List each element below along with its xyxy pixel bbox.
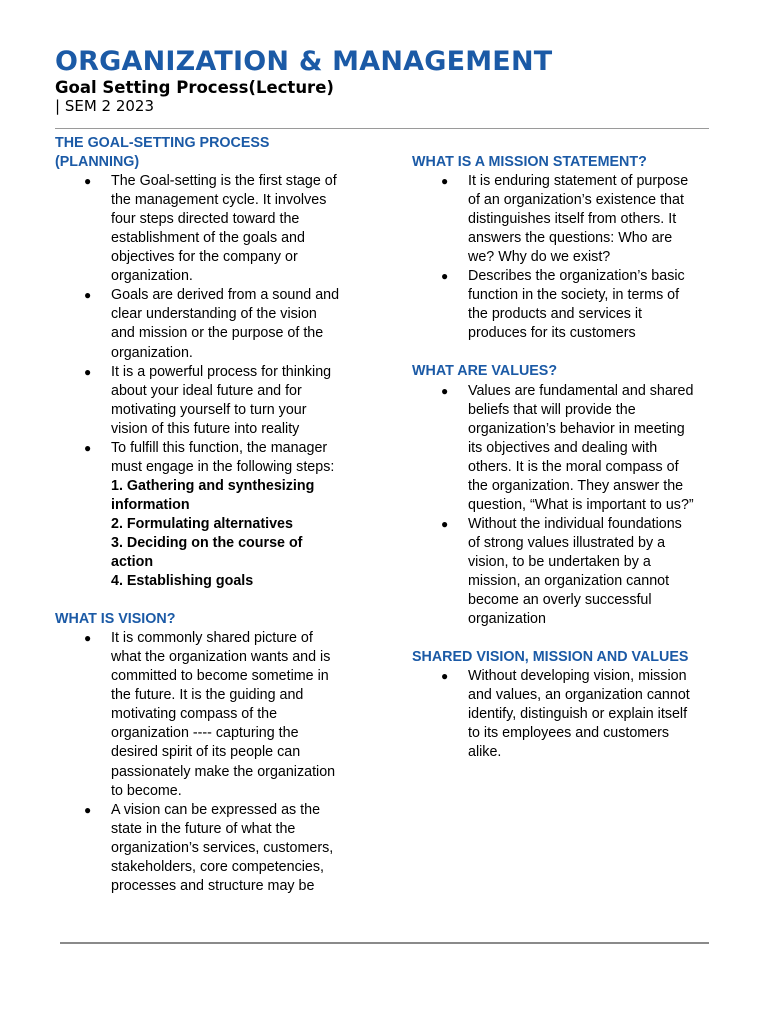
- heading-line: (PLANNING): [55, 154, 140, 171]
- text-line: Without developing vision, mission: [468, 668, 687, 685]
- text-line: of strong values illustrated by a: [468, 534, 666, 551]
- text-line: committed to become sometime in: [111, 668, 329, 685]
- text-line: to become.: [111, 782, 182, 799]
- text-line: A vision can be expressed as the: [111, 801, 321, 818]
- text-line: establishment of the goals and: [111, 230, 305, 247]
- text-line: Goals are derived from a sound and: [111, 287, 340, 304]
- text-line: 1. Gathering and synthesizing: [111, 477, 315, 494]
- text-line: Without the individual foundations: [468, 515, 682, 532]
- bullet-icon: ●: [84, 364, 92, 379]
- text-line: To fulfill this function, the manager: [111, 439, 328, 456]
- text-line: produces for its customers: [468, 325, 636, 342]
- goal-setting-heading: [55, 134, 370, 172]
- bullet-list: [412, 382, 722, 630]
- text-line: It is commonly shared picture of: [111, 630, 313, 647]
- step-item: [111, 534, 370, 572]
- text-line: the organization. They answer the: [468, 477, 684, 494]
- step-item: [111, 477, 370, 515]
- section-spacer: [412, 134, 722, 153]
- text-line: organization’s services, customers,: [111, 839, 334, 856]
- text-line: Values are fundamental and shared: [468, 382, 694, 399]
- text-line: and mission or the purpose of the: [111, 325, 324, 342]
- text-line: organization.: [111, 344, 193, 361]
- text-line: objectives for the company or: [111, 249, 298, 266]
- step-list: [55, 477, 370, 591]
- step-item: [111, 572, 370, 591]
- bullet-item: [55, 629, 370, 800]
- text-line: of an organization’s existence that: [468, 192, 684, 209]
- bullet-item: [55, 439, 370, 477]
- text-line: processes and structure may be: [111, 877, 315, 894]
- shared-heading: SHARED VISION, MISSION AND VALUES: [412, 649, 689, 666]
- bullet-icon: ●: [441, 516, 449, 531]
- text-line: four steps directed toward the: [111, 211, 300, 228]
- text-line: to its employees and customers: [468, 725, 670, 742]
- text-line: we? Why do we exist?: [468, 249, 611, 266]
- text-line: its objectives and dealing with: [468, 439, 658, 456]
- text-line: 2. Formulating alternatives: [111, 515, 293, 532]
- values-heading: WHAT ARE VALUES?: [412, 363, 558, 380]
- bullet-list: [412, 172, 722, 343]
- text-line: 3. Deciding on the course of: [111, 534, 303, 551]
- heading-line: THE GOAL-SETTING PROCESS: [55, 135, 270, 151]
- bullet-list: [412, 667, 722, 762]
- text-line: passionately make the organization: [111, 763, 336, 780]
- bullet-icon: ●: [441, 383, 449, 398]
- text-line: clear understanding of the vision: [111, 306, 317, 323]
- text-line: the future. It is the guiding and: [111, 687, 304, 704]
- text-line: others. It is the moral compass of: [468, 458, 679, 475]
- text-line: function in the society, in terms of: [468, 287, 680, 304]
- text-line: the management cycle. It involves: [111, 192, 327, 209]
- values-section: [412, 362, 722, 629]
- text-line: beliefs that will provide the: [468, 401, 636, 418]
- page-subtitle: Goal Setting Process(Lecture): [55, 78, 334, 97]
- section-spacer: [55, 591, 370, 610]
- bullet-item: [55, 172, 370, 286]
- text-line: desired spirit of its people can: [111, 744, 301, 761]
- text-line: organization: [468, 611, 546, 628]
- text-line: must engage in the following steps:: [111, 458, 335, 475]
- vision-section: [55, 610, 370, 896]
- bullet-item: [412, 267, 722, 343]
- right-column: [412, 134, 722, 762]
- bullet-item: [55, 286, 370, 362]
- bullet-list: [55, 172, 370, 477]
- mission-section: [412, 153, 722, 343]
- text-line: organization ---- capturing the: [111, 725, 299, 742]
- text-line: become an overly successful: [468, 592, 652, 609]
- text-line: information: [111, 496, 190, 513]
- bullet-item: [55, 363, 370, 439]
- bullet-item: [412, 172, 722, 267]
- text-line: motivating yourself to turn your: [111, 401, 307, 418]
- bullet-icon: ●: [84, 288, 92, 303]
- section-spacer: [412, 629, 722, 648]
- text-line: organization.: [111, 268, 193, 285]
- bullet-icon: ●: [441, 174, 449, 189]
- bullet-icon: ●: [84, 440, 92, 455]
- footer-divider: [60, 942, 709, 944]
- text-line: Describes the organization’s basic: [468, 268, 685, 285]
- mission-heading: WHAT IS A MISSION STATEMENT?: [412, 154, 647, 170]
- bullet-icon: ●: [441, 669, 449, 684]
- text-line: vision of this future into reality: [111, 420, 300, 437]
- text-line: vision, to be undertaken by a: [468, 553, 651, 570]
- text-line: answers the questions: Who are: [468, 230, 673, 247]
- text-line: what the organization wants and is: [111, 649, 331, 666]
- text-line: action: [111, 554, 154, 571]
- text-line: It is enduring statement of purpose: [468, 173, 689, 190]
- goal-setting-section: [55, 134, 370, 591]
- text-line: identify, distinguish or explain itself: [468, 706, 688, 723]
- text-line: stakeholders, core competencies,: [111, 858, 324, 875]
- text-line: about your ideal future and for: [111, 382, 302, 399]
- text-line: alike.: [468, 744, 502, 761]
- text-line: distinguishes itself from others. It: [468, 211, 677, 228]
- bullet-list: [55, 629, 370, 896]
- bullet-icon: ●: [84, 174, 92, 189]
- vision-heading: WHAT IS VISION?: [55, 611, 176, 628]
- bullet-item: [55, 801, 370, 896]
- text-line: motivating compass of the: [111, 706, 278, 723]
- step-item: [111, 515, 370, 534]
- bullet-item: [412, 667, 722, 762]
- header-divider: [55, 128, 709, 129]
- text-line: organization’s behavior in meeting: [468, 420, 685, 437]
- bullet-item: [412, 515, 722, 629]
- text-line: question, “What is important to us?”: [468, 496, 694, 513]
- text-line: The Goal-setting is the first stage of: [111, 173, 337, 190]
- text-line: state in the future of what the: [111, 820, 296, 837]
- text-line: and values, an organization cannot: [468, 687, 690, 704]
- text-line: the products and services it: [468, 306, 643, 323]
- left-column: [55, 134, 370, 896]
- text-line: 4. Establishing goals: [111, 573, 254, 590]
- section-spacer: [412, 343, 722, 362]
- bullet-icon: ●: [84, 802, 92, 817]
- bullet-icon: ●: [441, 269, 449, 284]
- text-line: It is a powerful process for thinking: [111, 363, 332, 380]
- text-line: mission, an organization cannot: [468, 572, 670, 589]
- page-title: ORGANIZATION & MANAGEMENT: [55, 46, 553, 77]
- shared-section: [412, 648, 722, 762]
- bullet-item: [412, 382, 722, 515]
- semester-label: | SEM 2 2023: [55, 97, 155, 115]
- bullet-icon: ●: [84, 631, 92, 646]
